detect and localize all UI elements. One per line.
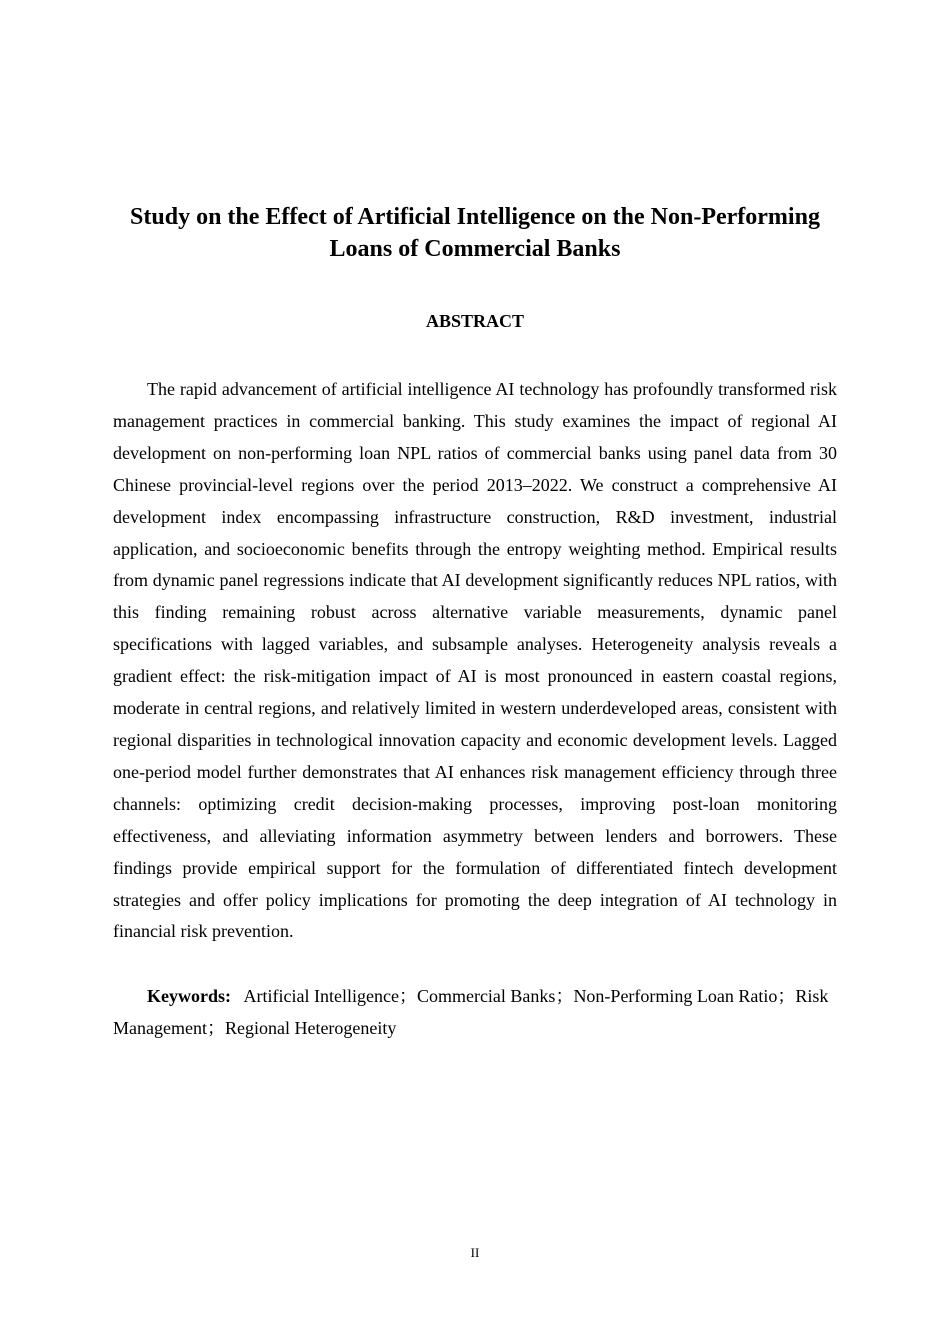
keyword-separator: ； bbox=[206, 1018, 225, 1038]
keyword-item: Artificial Intelligence bbox=[243, 986, 399, 1006]
keyword-item: Risk Management bbox=[113, 986, 829, 1038]
keywords-paragraph bbox=[113, 980, 837, 1044]
keyword-item: Non-Performing Loan Ratio bbox=[573, 986, 778, 1006]
abstract-heading: ABSTRACT bbox=[425, 311, 525, 331]
keyword-separator: ； bbox=[555, 986, 574, 1006]
page-number: II bbox=[470, 1245, 480, 1260]
abstract-body: The rapid advancement of artificial intelligence AI technology has profoundly transformed risk management practices in commercial banking. This study examines the impact of regional AI development on non-performing loan NPL ratios of commercial banks using panel data from 30 Chinese provincial-level regions over the period 2013–2022. We construct a comprehensive AI development index encompassing infrastructure construction, R&D investment, industrial application, and socioeconomic benefits through the entropy weighting method. Empirical results from dynamic panel regressions indicate that AI development significantly reduces NPL ratios, with this finding remaining robust across alternative variable measurements, dynamic panel specifications with lagged variables, and subsample analyses. Heterogeneity analysis reveals a gradient effect: the risk-mitigation impact of AI is most pronounced in eastern coastal regions, moderate in central regions, and relatively limited in western underdeveloped areas, consistent with regional disparities in technological innovation capacity and economic development levels. Lagged one-period model further demonstrates that AI enhances risk management efficiency through three channels: optimizing credit decision-making processes, improving post-loan monitoring effectiveness, and alleviating information asymmetry between lenders and borrowers. These findings provide empirical support for the formulation of differentiated fintech development strategies and offer policy implications for promoting the deep integration of AI technology in financial risk prevention. bbox=[113, 379, 837, 942]
keyword-item: Commercial Banks bbox=[416, 986, 556, 1006]
keyword-separator: ； bbox=[777, 986, 796, 1006]
keywords-label: Keywords: bbox=[147, 986, 231, 1006]
paper-title: Study on the Effect of Artificial Intelligence on the Non-Performing Loans of Commercial Banks bbox=[130, 204, 820, 262]
keyword-item: Regional Heterogeneity bbox=[224, 1018, 397, 1038]
keyword-separator: ； bbox=[398, 986, 417, 1006]
